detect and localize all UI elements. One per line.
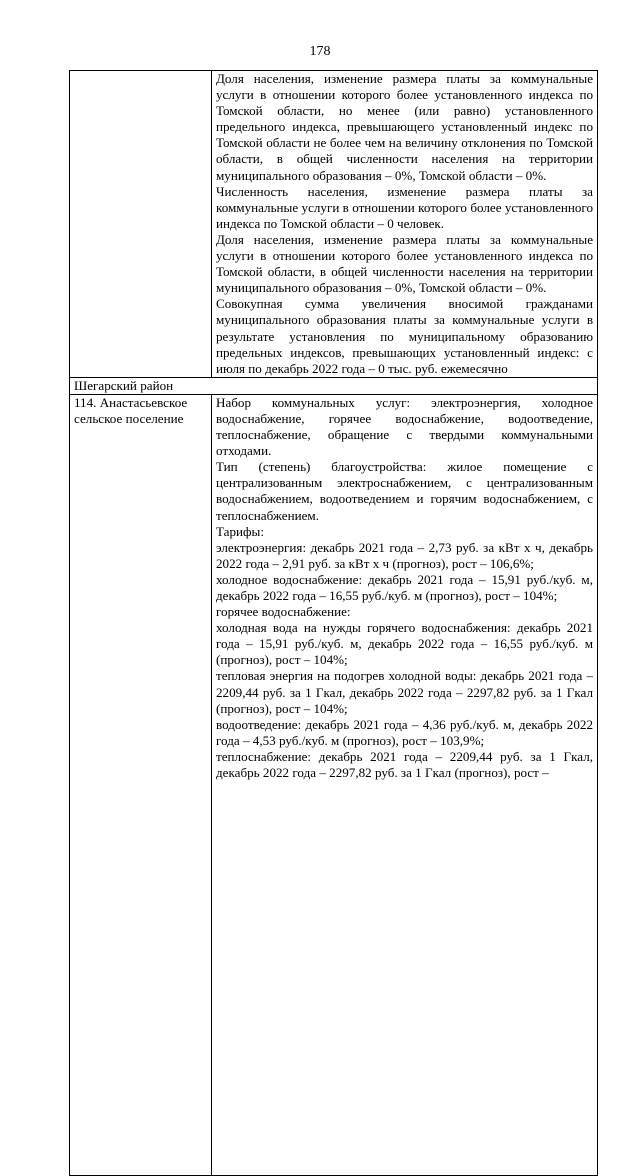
paragraph: Доля населения, изменение размера платы за коммунальные услуги в отношении которого более установленного индекса по Томской области, но менее (или равно) установленного предельного индекса, превышающего установленный индекс по Томской области не более чем на величину отклонения по Томской области, в общей численности населения на территории муниципального образования – 0%, Томской области – 0%. [216, 71, 593, 183]
continuation-cell [212, 71, 598, 378]
table-row [70, 71, 598, 378]
paragraph: горячее водоснабжение: [216, 604, 351, 620]
paragraph: Совокупная сумма увеличения вносимой гражданами муниципального образования платы за коммунальные услуги в результате установления по муниципальному образованию предельных индексов, превышающих установленный индекс: с июля по декабрь 2022 года – 0 тыс. руб. ежемесячно [216, 296, 593, 376]
table-row [70, 377, 598, 394]
paragraph: Доля населения, изменение размера платы за коммунальные услуги в отношении которого более установленного индекса по Томской области, в общей численности населения на территории муниципального образования – 0%, Томской области – 0%. [216, 231, 593, 296]
paragraph: Численность населения, изменение размера платы за коммунальные услуги в отношении которого более установленного индекса по Томской области – 0 человек. [216, 183, 593, 231]
paragraph: водоотведение: декабрь 2021 года – 4,36 руб./куб. м, декабрь 2022 года – 4,53 руб./куб. м (прогноз), рост – 103,9%; [216, 716, 593, 748]
page-number: 178 [309, 44, 331, 59]
paragraph: теплоснабжение: декабрь 2021 года – 2209,44 руб. за 1 Гкал, декабрь 2022 года – 2297,82 руб. за 1 Гкал (прогноз), рост – [216, 748, 593, 781]
paragraph: холодное водоснабжение: декабрь 2021 года – 15,91 руб./куб. м, декабрь 2022 года – 16,55 руб./куб. м (прогноз), рост – 104%; [216, 571, 593, 603]
district-heading: Шегарский район [70, 377, 598, 394]
paragraph: Набор коммунальных услуг: электроэнергия, холодное водоснабжение, горячее водоснабжение, водоотведение, теплоснабжение, обращение с твердыми коммунальными отходами. [216, 394, 593, 459]
settlement-details [212, 394, 598, 1175]
paragraph: Тарифы: [216, 523, 264, 539]
paragraph: Тип (степень) благоустройства: жилое помещение с централизованным электроснабжением, с централизованным водоснабжением, водоотведением и горячим водоснабжением, с теплоснабжением. [216, 459, 593, 523]
settlement-name: 114. Анастасьевское сельское поселение [70, 394, 212, 1175]
paragraph: тепловая энергия на подогрев холодной воды: декабрь 2021 года – 2209,44 руб. за 1 Гкал, декабрь 2022 года – 2297,82 руб. за 1 Гкал (прогноз), рост – 104%; [216, 668, 593, 716]
paragraph: электроэнергия: декабрь 2021 года – 2,73 руб. за кВт х ч, декабрь 2022 года – 2,91 руб. за кВт х ч (прогноз), рост – 106,6%; [216, 539, 593, 571]
document-table [69, 70, 598, 1176]
paragraph: холодная вода на нужды горячего водоснабжения: декабрь 2021 года – 15,91 руб./куб. м, декабрь 2022 года – 16,55 руб./куб. м (прогноз), рост – 104%; [216, 620, 593, 668]
empty-cell [70, 71, 212, 378]
table-row [70, 394, 598, 1175]
